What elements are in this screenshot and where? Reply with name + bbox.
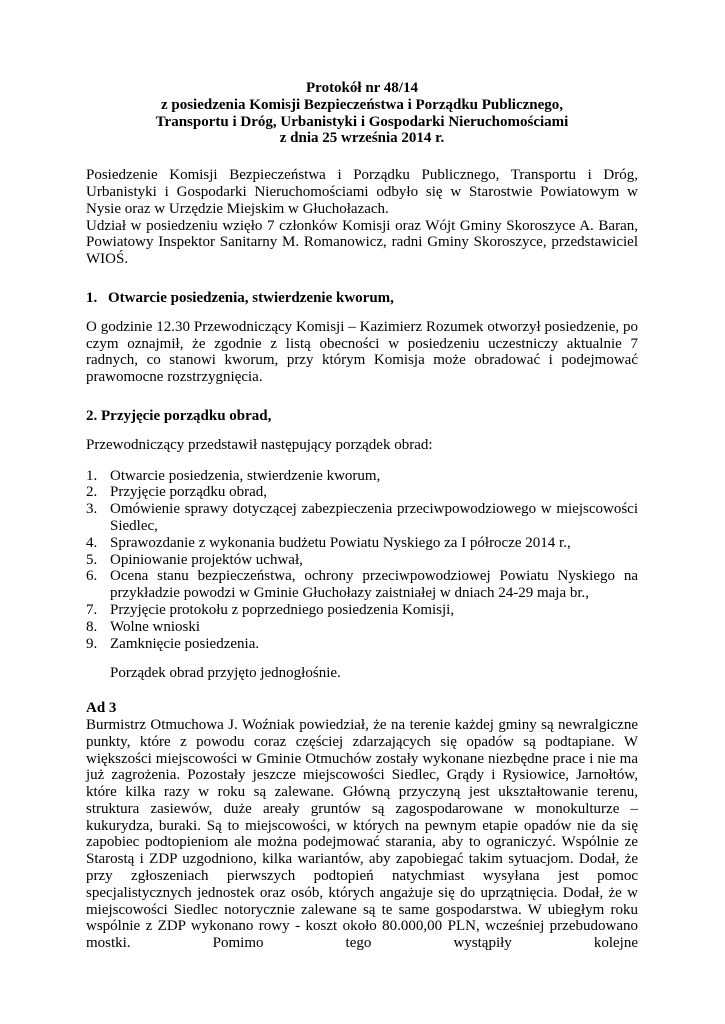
agenda-item bbox=[86, 484, 638, 501]
intro-paragraph-2: Udział w posiedzeniu wzięło 7 członków Komisji oraz Wójt Gminy Skoroszyce A. Baran, Powiatowy Inspektor Sanitarny M. Romanowicz, radni Gminy Skoroszyce, przedstawiciel WIOŚ. bbox=[86, 217, 638, 268]
agenda-text: Ocena stanu bezpieczeństwa, ochrony przeciwpowodziowej Powiatu Nyskiego na przykładzie powodzi w Gminie Głuchołazy zaistniałej w dniach 24-29 maja br., bbox=[110, 568, 638, 602]
title-line-3: Transportu i Dróg, Urbanistyki i Gospodarki Nieruchomościami bbox=[155, 113, 569, 130]
agenda-text: Przyjęcie porządku obrad, bbox=[110, 484, 268, 501]
intro-paragraph-1: Posiedzenie Komisji Bezpieczeństwa i Porządku Publicznego, Transportu i Dróg, Urbanistyki i Gospodarki Nieruchomościami odbyło się w Starostwie Powiatowym w Nysie oraz w Urzędzie Miejskim w Głuchołazach. bbox=[86, 167, 638, 217]
section-1-title: Otwarcie posiedzenia, stwierdzenie kworum, bbox=[108, 289, 394, 306]
agenda-item bbox=[86, 636, 638, 653]
agenda-item bbox=[86, 602, 638, 619]
agenda-item bbox=[86, 619, 638, 636]
agenda-item bbox=[86, 552, 638, 569]
section-2-heading: 2. Przyjęcie porządku obrad, bbox=[86, 407, 272, 424]
agenda-text: Omówienie sprawy dotyczącej zabezpieczenia przeciwpowodziowego w miejscowości Siedlec, bbox=[110, 501, 638, 534]
agenda-number: 5. bbox=[86, 551, 98, 568]
agenda-list bbox=[86, 468, 638, 653]
section-1-number: 1. bbox=[86, 289, 98, 306]
title-line-2: z posiedzenia Komisji Bezpieczeństwa i Porządku Publicznego, bbox=[160, 96, 564, 113]
agenda-number: 2. bbox=[86, 484, 98, 501]
agenda-text: Opiniowanie projektów uchwał, bbox=[110, 551, 303, 568]
agenda-text: Przyjęcie protokołu z poprzedniego posiedzenia Komisji, bbox=[110, 601, 455, 618]
agenda-number: 4. bbox=[86, 534, 98, 551]
agenda-number: 1. bbox=[86, 467, 98, 484]
document-content bbox=[86, 80, 638, 952]
section-1-text: O godzinie 12.30 Przewodniczący Komisji – Kazimierz Rozumek otworzył posiedzenie, po czym oznajmił, że zgodnie z listą obecności w posiedzeniu uczestniczy aktualnie 7 radnych, co stanowi kworum, przy którym Komisja może obradować i podejmować prawomocne rozstrzygnięcia. bbox=[86, 318, 638, 386]
ad-3-text: Burmistrz Otmuchowa J. Woźniak powiedział, że na terenie każdej gminy są newralgiczne punkty, które z powodu coraz częściej zdarzających się opadów są podtapiane. W większości miejscowości w Gminie Otmuchów zostały wykonane niezbędne prace i nie ma już zagrożenia. Pozostały jeszcze miejscowości Siedlec, Grądy i Rysiowice, Jarnołtów, które kilka razy w roku są zalewane. Główną przyczyną jest ukształtowanie terenu, struktura zasiewów, duże areały gruntów są zagospodarowane w monokulturze – kukurydza, buraki. Są to miejscowości, w których na pewnym etapie opadów nie da się zapobiec podtopieniom ale można podejmować starania, aby to ograniczyć. Wspólnie ze Starostą i ZDP uzgodniono, kilka wariantów, aby zapobiegać takim sytuacjom. Dodał, że przy zgłoszeniach pierwszych podtopień natychmiast wysyłana jest pomoc specjalistycznych jednostek oraz osób, których angażuje się do uprzątnięcia. Dodał, że w miejscowości Siedlec notorycznie zalewane są te same gospodarstwa. W ubiegłym roku wspólnie z ZDP wykonano rowy - koszt około 80.000,00 PLN, wcześniej przebudowano mostki. Pomimo tego wystąpiły kolejne bbox=[86, 716, 638, 952]
agenda-text: Sprawozdanie z wykonania budżetu Powiatu Nyskiego za I półrocze 2014 r., bbox=[110, 534, 571, 551]
agenda-number: 9. bbox=[86, 635, 98, 652]
agenda-item bbox=[86, 501, 638, 535]
agenda-accepted-note: Porządek obrad przyjęto jednogłośnie. bbox=[110, 665, 341, 682]
agenda-item bbox=[86, 468, 638, 485]
section-1-heading bbox=[86, 290, 638, 307]
agenda-number: 7. bbox=[86, 601, 98, 618]
agenda-text: Wolne wnioski bbox=[110, 618, 201, 635]
agenda-number: 3. bbox=[86, 501, 98, 518]
title-line-1: Protokół nr 48/14 bbox=[306, 80, 418, 96]
title-line-4: z dnia 25 września 2014 r. bbox=[279, 130, 445, 147]
agenda-number: 8. bbox=[86, 618, 98, 635]
ad-3-heading: Ad 3 bbox=[86, 700, 117, 717]
agenda-number: 6. bbox=[86, 568, 98, 585]
agenda-item bbox=[86, 568, 638, 602]
agenda-text: Otwarcie posiedzenia, stwierdzenie kworum, bbox=[110, 467, 381, 484]
section-2-text: Przewodniczący przedstawił następujący porządek obrad: bbox=[86, 436, 433, 453]
agenda-item bbox=[86, 535, 638, 552]
document-title bbox=[86, 80, 638, 147]
agenda-text: Zamknięcie posiedzenia. bbox=[110, 635, 260, 652]
